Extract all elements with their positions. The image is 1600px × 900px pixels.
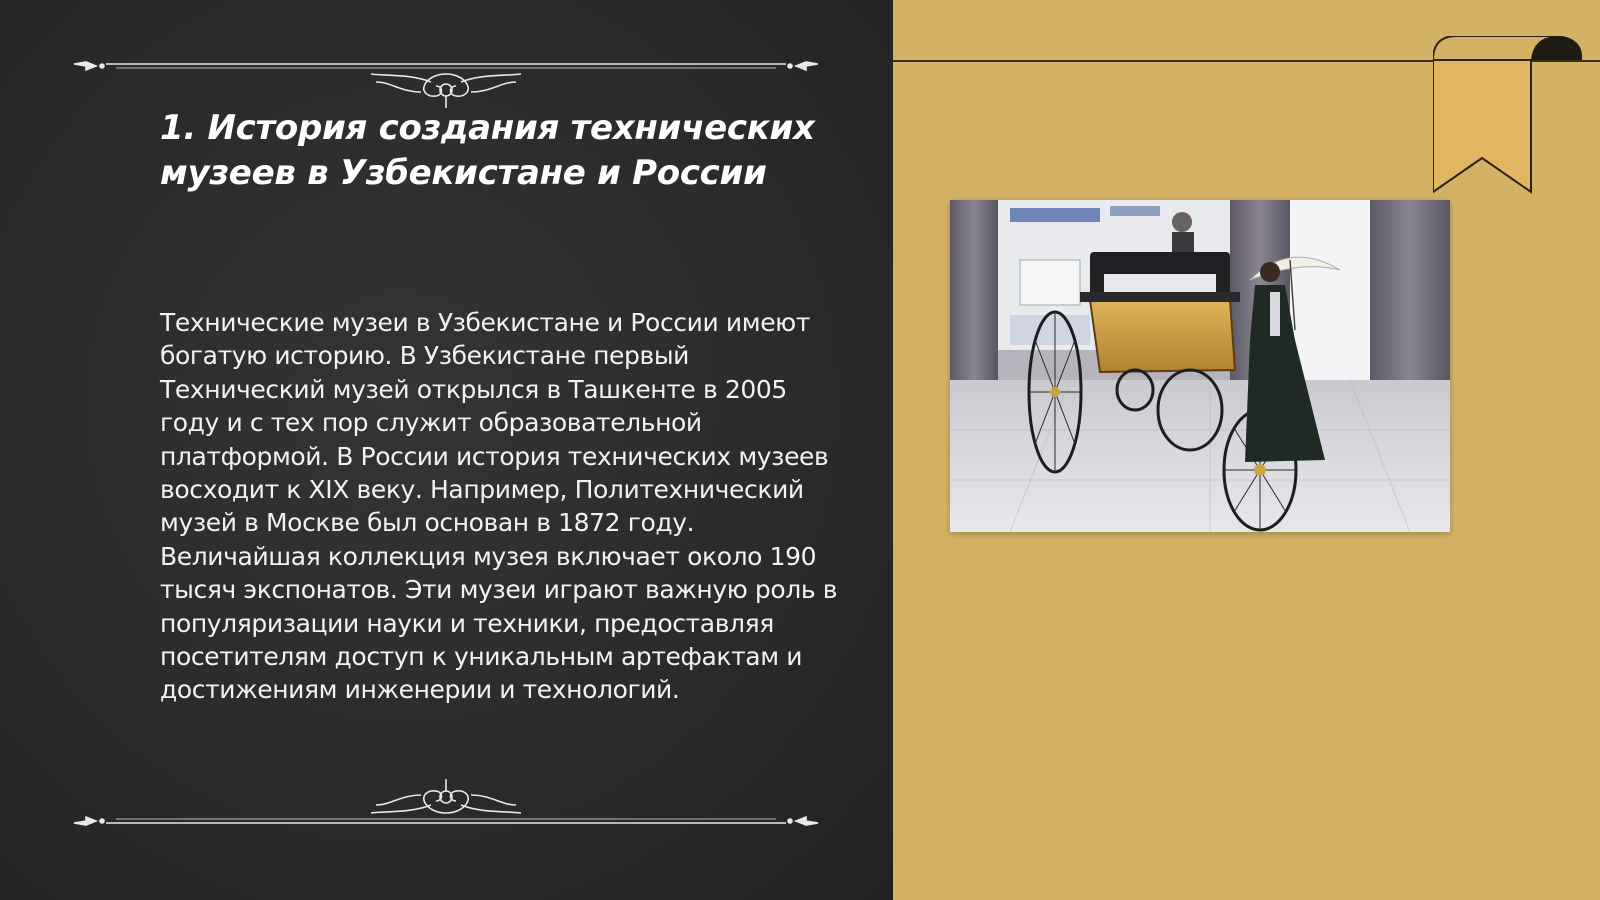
slide-body-text: Технические музеи в Узбекистане и России имеют богатую историю. В Узбекистане первый Технический музей открылся в Ташкенте в 2005 году и с тех пор служит образовательной платформой. В России история технических музеев восходит к XIX веку. Например, Политехнический музей в Москве был основан в 1872 году. Величайшая коллекция музея включает около 190 тысяч экспонатов. Эти музеи играют важную роль в популяризации науки и техники, предоставляя посетителям доступ к уникальным артефактам и достижениям инженерии и технологий.: [160, 308, 838, 705]
ornament-divider-bottom-icon: [66, 775, 826, 835]
museum-exhibit-photo: [950, 200, 1450, 532]
bookmark-ribbon-icon: [1433, 36, 1583, 198]
ornament-divider-top-icon: [66, 52, 826, 112]
slide-title: 1. История создания технических музеев в Узбекистане и России: [160, 108, 815, 193]
